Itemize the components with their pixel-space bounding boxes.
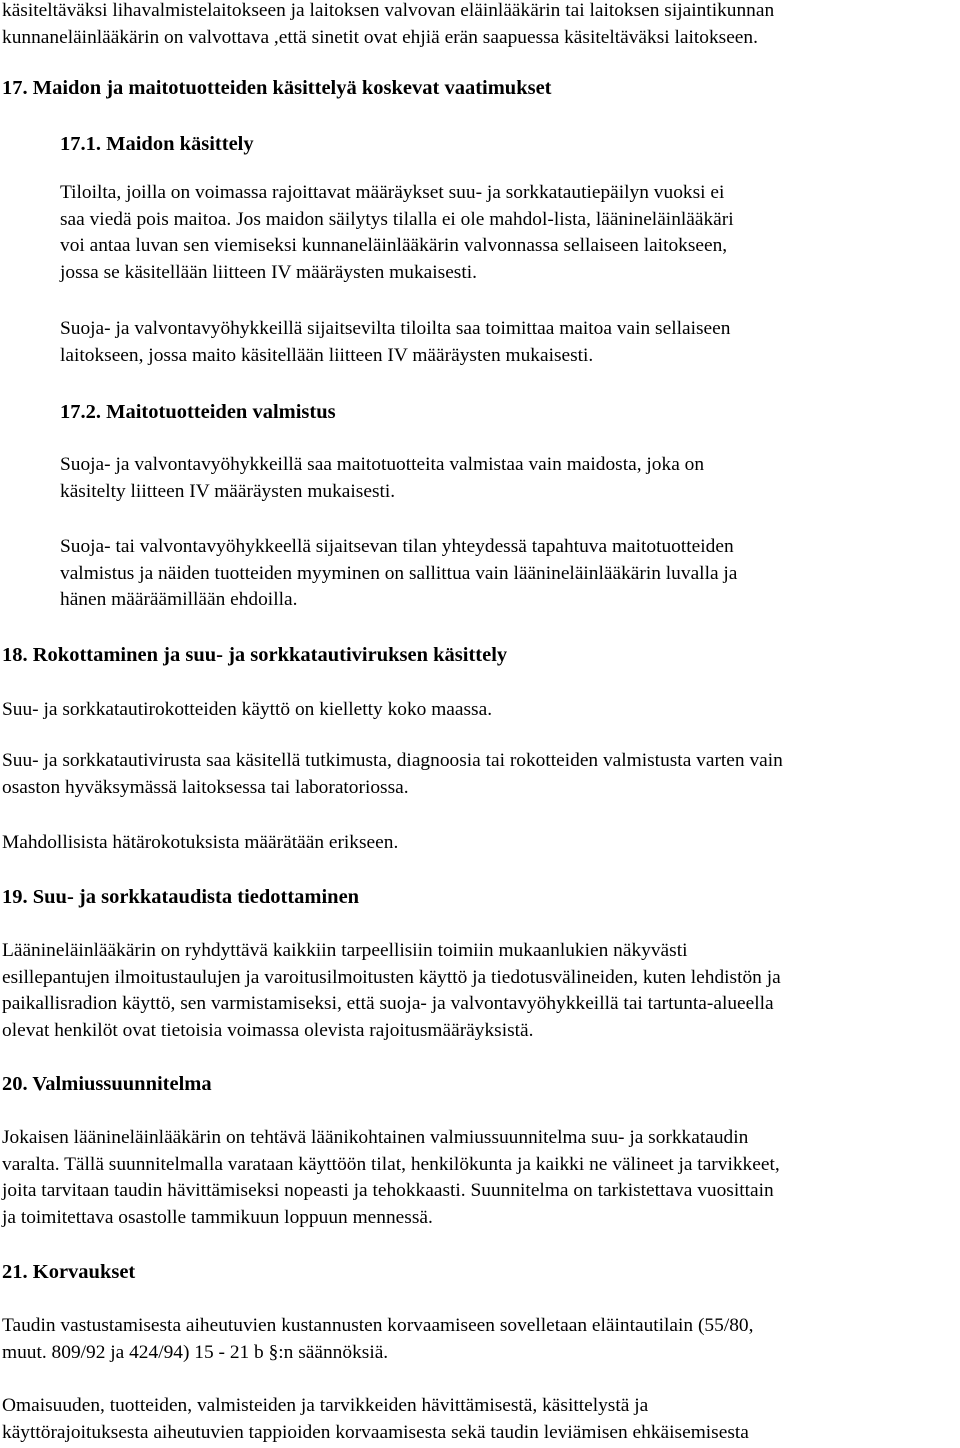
text-line: Taudin vastustamisesta aiheutuvien kustannusten korvaamiseen sovelletaan eläintautilain (55/80, xyxy=(2,1315,754,1336)
text-line: jossa se käsitellään liitteen IV määräysten mukaisesti. xyxy=(60,261,477,283)
section-17-heading: 17. Maidon ja maitotuotteiden käsittelyä koskevat vaatimukset xyxy=(2,77,552,99)
section-17-2-paragraph-2 xyxy=(60,534,958,614)
text-line: muut. 809/92 ja 424/94) 15 - 21 b §:n säännöksiä. xyxy=(2,1341,389,1363)
section-18-paragraph-1 xyxy=(2,697,958,724)
section-20-heading: 20. Valmiussuunnitelma xyxy=(2,1073,212,1095)
text-line: Suoja- ja valvontavyöhykkeillä sijaitsevilta tiloilta saa toimittaa maitoa vain sellaiseen xyxy=(60,318,731,339)
text-line: esillepantujen ilmoitustaulujen ja varoitusilmoitusten käyttö ja tiedotusvälineiden, kuten lehdistön ja xyxy=(2,966,781,988)
text-line: hänen määräämillään ehdoilla. xyxy=(60,589,298,610)
text-line: Läänineläinlääkärin on ryhdyttävä kaikkiin tarpeellisiin toimiin mukaanlukien näkyvästi xyxy=(2,940,688,961)
section-17-1-paragraph-1 xyxy=(60,180,958,286)
section-17-1-paragraph-2 xyxy=(60,316,958,369)
text-line: Tiloilta, joilla on voimassa rajoittavat määräykset suu- ja sorkkatautiepäilyn vuoksi ei xyxy=(60,182,725,203)
section-18-paragraph-3 xyxy=(2,830,958,857)
section-20-paragraph-1 xyxy=(2,1125,958,1231)
text-line: laitokseen, jossa maito käsitellään liitteen IV määräysten mukaisesti. xyxy=(60,344,594,366)
intro-paragraph xyxy=(2,0,958,51)
text-line: käyttörajoituksesta aiheutuvien tappioiden korvaamisesta sekä taudin leviämisen ehkäisemisesta xyxy=(2,1421,749,1443)
section-19-paragraph-1 xyxy=(2,938,958,1044)
section-19-heading: 19. Suu- ja sorkkataudista tiedottaminen xyxy=(2,886,360,908)
text-line: Mahdollisista hätärokotuksista määrätään erikseen. xyxy=(2,832,399,853)
text-line: saa viedä pois maitoa. Jos maidon säilytys tilalla ei ole mahdol-lista, läänineläinlääkäri xyxy=(60,208,734,230)
text-line: olevat henkilöt ovat tietoisia voimassa olevista rajoitusmääräyksistä. xyxy=(2,1019,534,1041)
section-18-paragraph-2 xyxy=(2,748,958,801)
section-17-2-heading: 17.2. Maitotuotteiden valmistus xyxy=(60,401,336,423)
text-line: Omaisuuden, tuotteiden, valmisteiden ja tarvikkeiden hävittämisestä, käsittelystä ja xyxy=(2,1395,649,1416)
text-line: osaston hyväksymässä laitoksessa tai laboratoriossa. xyxy=(2,776,409,798)
section-21-paragraph-2 xyxy=(2,1393,958,1446)
section-18-heading: 18. Rokottaminen ja suu- ja sorkkatautiviruksen käsittely xyxy=(2,644,508,666)
text-line: Suoja- ja valvontavyöhykkeillä saa maitotuotteita valmistaa vain maidosta, joka on xyxy=(60,454,705,475)
text-line: ja toimitettava osastolle tammikuun loppuun mennessä. xyxy=(2,1206,433,1228)
section-21-heading: 21. Korvaukset xyxy=(2,1261,136,1283)
section-17-1-heading: 17.1. Maidon käsittely xyxy=(60,133,254,155)
section-21-paragraph-1 xyxy=(2,1313,958,1366)
text-line: varalta. Tällä suunnitelmalla varataan käyttöön tilat, henkilökunta ja kaikki ne välineet ja tarvikkeet, xyxy=(2,1153,780,1175)
text-line: Suoja- tai valvontavyöhykkeellä sijaitsevan tilan yhteydessä tapahtuva maitotuotteiden xyxy=(60,536,734,557)
text-line: paikallisradion käyttö, sen varmistamiseksi, että suoja- ja valvontavyöhykkeillä tai tartunta-alueella xyxy=(2,993,774,1014)
section-17-2-paragraph-1 xyxy=(60,452,958,505)
text-line: valmistus ja näiden tuotteiden myyminen on sallittua vain läänineläinlääkärin luvalla ja xyxy=(60,562,738,584)
text-line: voi antaa luvan sen viemiseksi kunnaneläinlääkärin valvonnassa sellaiseen laitokseen, xyxy=(60,235,728,256)
text-line: Suu- ja sorkkatautivirusta saa käsitellä tutkimusta, diagnoosia tai rokotteiden valmistusta varten vain xyxy=(2,750,783,771)
text-line: Suu- ja sorkkatautirokotteiden käyttö on kielletty koko maassa. xyxy=(2,699,493,720)
text-line: Jokaisen läänineläinlääkärin on tehtävä läänikohtainen valmiussuunnitelma suu- ja sorkkataudin xyxy=(2,1127,749,1148)
text-line: kunnaneläinlääkärin on valvottava ,että sinetit ovat ehjiä erän saapuessa käsiteltäväksi laitokseen. xyxy=(2,26,758,48)
text-line: käsiteltäväksi lihavalmistelaitokseen ja laitoksen valvovan eläinlääkärin tai laitoksen sijaintikunnan xyxy=(2,0,775,21)
text-line: joita tarvitaan taudin hävittämiseksi nopeasti ja tehokkaasti. Suunnitelma on tarkistettava vuosittain xyxy=(2,1180,774,1201)
text-line: käsitelty liitteen IV määräysten mukaisesti. xyxy=(60,480,396,502)
